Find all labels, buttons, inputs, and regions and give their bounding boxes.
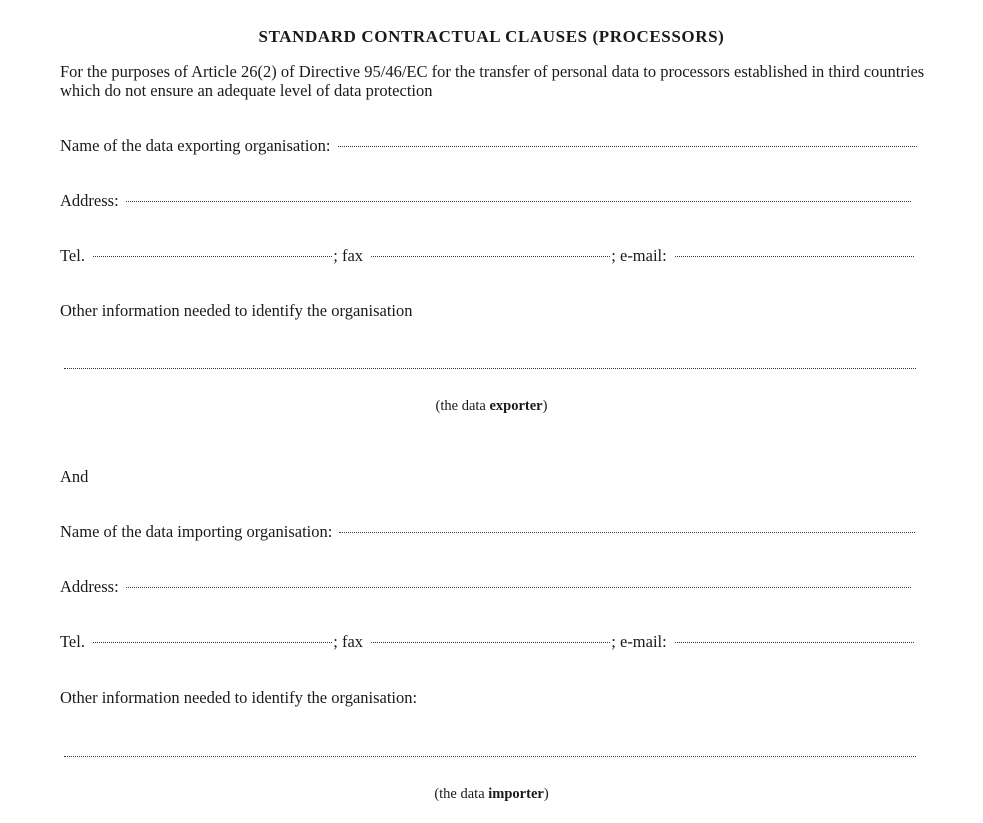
importer-email-label: ; e-mail: [611,632,667,651]
exporter-address-field[interactable] [126,201,911,202]
importer-name-row [60,522,915,542]
exporter-address-row [60,191,911,211]
importer-fax-label: ; fax [333,632,364,651]
intro-paragraph: For the purposes of Article 26(2) of Directive 95/46/EC for the transfer of personal data to processors established in third countries which do not ensure an adequate level of data protection [60,62,925,100]
exporter-other-label: Other information needed to identify the organisation [60,301,413,320]
exporter-address-label: Address: [60,191,119,210]
importer-caption-role: importer [488,786,544,802]
exporter-name-row [60,136,917,156]
importer-email-field[interactable] [675,642,914,643]
exporter-tel-label: Tel. [60,246,85,265]
exporter-caption-role: exporter [489,398,543,414]
importer-caption-suffix: ) [543,786,549,802]
importer-other-field[interactable] [64,756,916,757]
importer-name-label: Name of the data importing organisation: [60,522,333,541]
importer-tel-label: Tel. [60,632,85,651]
importer-other-label: Other information needed to identify the organisation: [60,688,418,707]
importer-caption [0,786,983,803]
importer-address-label: Address: [60,577,119,596]
importer-address-field[interactable] [126,587,911,588]
page-title: STANDARD CONTRACTUAL CLAUSES (PROCESSORS) [258,27,725,46]
importer-tel-field[interactable] [93,642,332,643]
importer-fax-field[interactable] [371,642,610,643]
exporter-name-label: Name of the data exporting organisation: [60,136,331,155]
exporter-tel-field[interactable] [93,256,332,257]
importer-address-row [60,577,911,597]
importer-caption-prefix: (the data [434,786,489,802]
exporter-caption-prefix: (the data [435,398,490,414]
importer-name-field[interactable] [339,532,915,533]
exporter-email-field[interactable] [675,256,914,257]
exporter-fax-label: ; fax [333,246,364,265]
exporter-caption [0,398,983,415]
exporter-email-label: ; e-mail: [611,246,667,265]
exporter-caption-suffix: ) [542,398,548,414]
and-label: And [60,467,89,486]
exporter-contact-row [60,246,915,266]
exporter-name-field[interactable] [338,146,918,147]
importer-contact-row [60,632,915,652]
exporter-other-field[interactable] [64,368,916,369]
exporter-fax-field[interactable] [371,256,610,257]
